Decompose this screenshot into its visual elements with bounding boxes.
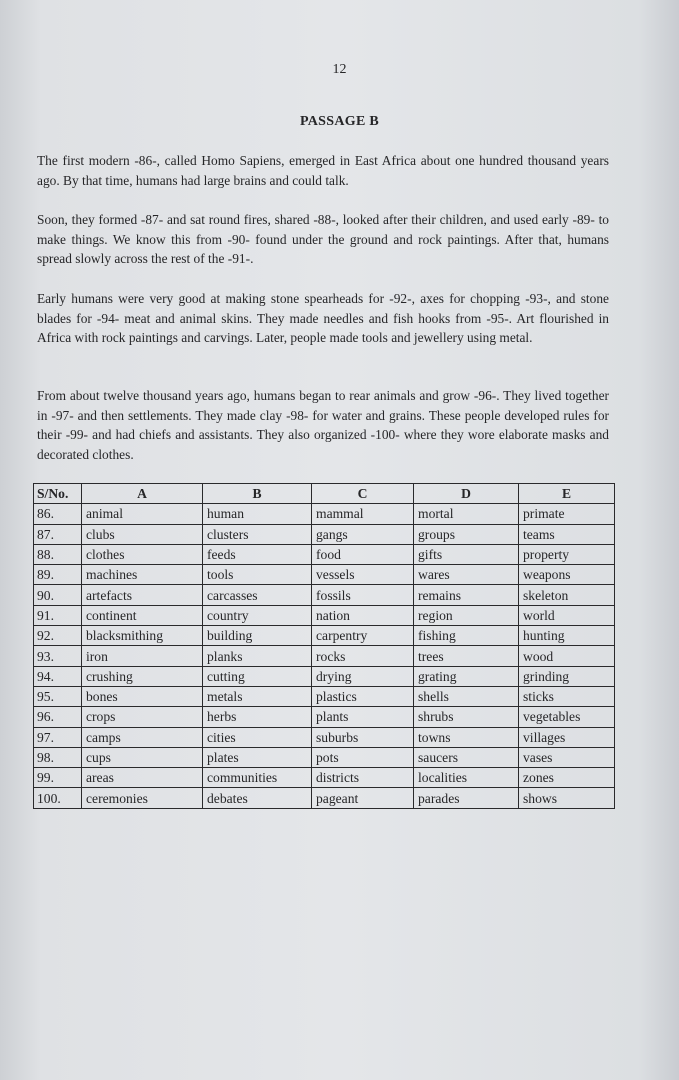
cell-a: clubs: [82, 524, 203, 544]
cell-sno: 94.: [34, 666, 82, 686]
cell-b: tools: [203, 565, 312, 585]
cell-sno: 87.: [34, 524, 82, 544]
cell-b: carcasses: [203, 585, 312, 605]
cell-a: cups: [82, 747, 203, 767]
cell-b: country: [203, 605, 312, 625]
cell-d: trees: [414, 646, 519, 666]
cell-b: metals: [203, 686, 312, 706]
paragraph-3: Early humans were very good at making stone spearheads for -92-, axes for chopping -93-, and stone blades for -94- meat and animal skins. They made needles and fish hooks from -95-. Art flourished in Africa with rock paintings and carvings. Later, people made tools and jewellery using metal.: [37, 291, 609, 346]
cell-c: food: [312, 544, 414, 564]
cell-e: grinding: [519, 666, 615, 686]
cell-a: blacksmithing: [82, 626, 203, 646]
table-row: [34, 707, 615, 727]
cell-a: bones: [82, 686, 203, 706]
paragraph-2: Soon, they formed -87- and sat round fires, shared -88-, looked after their children, and used early -89- to make things. We know this from -90- found under the ground and rock paintings. After that, humans spread slowly across the rest of the -91-.: [37, 212, 609, 267]
table-row: [34, 768, 615, 788]
cell-c: plants: [312, 707, 414, 727]
cell-b: feeds: [203, 544, 312, 564]
cell-sno: 95.: [34, 686, 82, 706]
header-c: C: [312, 484, 414, 504]
table-row: [34, 585, 615, 605]
cell-d: wares: [414, 565, 519, 585]
cell-e: weapons: [519, 565, 615, 585]
cell-b: building: [203, 626, 312, 646]
cell-sno: 98.: [34, 747, 82, 767]
cell-d: parades: [414, 788, 519, 808]
cell-a: camps: [82, 727, 203, 747]
cell-sno: 96.: [34, 707, 82, 727]
table-row: [34, 504, 615, 524]
cell-e: villages: [519, 727, 615, 747]
cell-c: pots: [312, 747, 414, 767]
cell-a: crops: [82, 707, 203, 727]
cell-c: plastics: [312, 686, 414, 706]
header-e: E: [519, 484, 615, 504]
paragraph-4: From about twelve thousand years ago, humans began to rear animals and grow -96-. They lived together in -97- and then settlements. They made clay -98- for water and grains. These people developed rules for their -99- and had chiefs and assistants. They also organized -100- where they wore elaborate masks and decorated clothes.: [37, 388, 609, 462]
cell-sno: 97.: [34, 727, 82, 747]
cell-e: hunting: [519, 626, 615, 646]
cell-e: wood: [519, 646, 615, 666]
cell-d: region: [414, 605, 519, 625]
cell-sno: 90.: [34, 585, 82, 605]
cell-sno: 100.: [34, 788, 82, 808]
cell-b: communities: [203, 768, 312, 788]
cell-b: cutting: [203, 666, 312, 686]
cell-a: iron: [82, 646, 203, 666]
cell-a: crushing: [82, 666, 203, 686]
cell-d: groups: [414, 524, 519, 544]
cell-d: fishing: [414, 626, 519, 646]
cell-c: nation: [312, 605, 414, 625]
cell-e: primate: [519, 504, 615, 524]
header-d: D: [414, 484, 519, 504]
passage-title: PASSAGE B: [299, 114, 380, 129]
table-row: [34, 727, 615, 747]
cell-sno: 86.: [34, 504, 82, 524]
cell-a: artefacts: [82, 585, 203, 605]
answer-options-table: [33, 483, 615, 809]
cell-e: shows: [519, 788, 615, 808]
cell-d: towns: [414, 727, 519, 747]
paragraph-1: The first modern -86-, called Homo Sapiens, emerged in East Africa about one hundred thousand years ago. By that time, humans had large brains and could talk.: [37, 153, 609, 188]
cell-c: vessels: [312, 565, 414, 585]
table-row: [34, 788, 615, 808]
cell-e: teams: [519, 524, 615, 544]
cell-c: gangs: [312, 524, 414, 544]
table-row: [34, 686, 615, 706]
cell-sno: 93.: [34, 646, 82, 666]
cell-c: drying: [312, 666, 414, 686]
cell-a: ceremonies: [82, 788, 203, 808]
cell-d: shells: [414, 686, 519, 706]
cell-sno: 92.: [34, 626, 82, 646]
cell-c: districts: [312, 768, 414, 788]
cell-d: grating: [414, 666, 519, 686]
cell-e: world: [519, 605, 615, 625]
cell-sno: 91.: [34, 605, 82, 625]
cell-b: cities: [203, 727, 312, 747]
cell-d: shrubs: [414, 707, 519, 727]
cell-d: saucers: [414, 747, 519, 767]
table-row: [34, 565, 615, 585]
cell-c: suburbs: [312, 727, 414, 747]
cell-e: sticks: [519, 686, 615, 706]
cell-e: property: [519, 544, 615, 564]
cell-a: areas: [82, 768, 203, 788]
cell-a: clothes: [82, 544, 203, 564]
table-row: [34, 646, 615, 666]
cell-d: mortal: [414, 504, 519, 524]
cell-b: clusters: [203, 524, 312, 544]
table-header: [34, 484, 615, 504]
cell-d: remains: [414, 585, 519, 605]
header-sno: S/No.: [34, 484, 82, 504]
cell-e: vases: [519, 747, 615, 767]
cell-d: localities: [414, 768, 519, 788]
cell-e: zones: [519, 768, 615, 788]
table-row: [34, 605, 615, 625]
cell-c: carpentry: [312, 626, 414, 646]
cell-c: pageant: [312, 788, 414, 808]
table-row: [34, 626, 615, 646]
header-a: A: [82, 484, 203, 504]
cell-b: planks: [203, 646, 312, 666]
cell-b: human: [203, 504, 312, 524]
cell-c: fossils: [312, 585, 414, 605]
table-row: [34, 747, 615, 767]
cell-sno: 89.: [34, 565, 82, 585]
cell-a: continent: [82, 605, 203, 625]
table-body: [34, 504, 615, 808]
cell-a: machines: [82, 565, 203, 585]
table-row: [34, 544, 615, 564]
cell-d: gifts: [414, 544, 519, 564]
cell-b: plates: [203, 747, 312, 767]
cell-c: rocks: [312, 646, 414, 666]
table-row: [34, 524, 615, 544]
cell-b: debates: [203, 788, 312, 808]
cell-a: animal: [82, 504, 203, 524]
cell-sno: 99.: [34, 768, 82, 788]
cell-e: skeleton: [519, 585, 615, 605]
table-row: [34, 666, 615, 686]
page-number: 12: [332, 62, 347, 77]
cell-e: vegetables: [519, 707, 615, 727]
cell-c: mammal: [312, 504, 414, 524]
header-b: B: [203, 484, 312, 504]
table-header-row: [34, 484, 615, 504]
cell-sno: 88.: [34, 544, 82, 564]
cell-b: herbs: [203, 707, 312, 727]
